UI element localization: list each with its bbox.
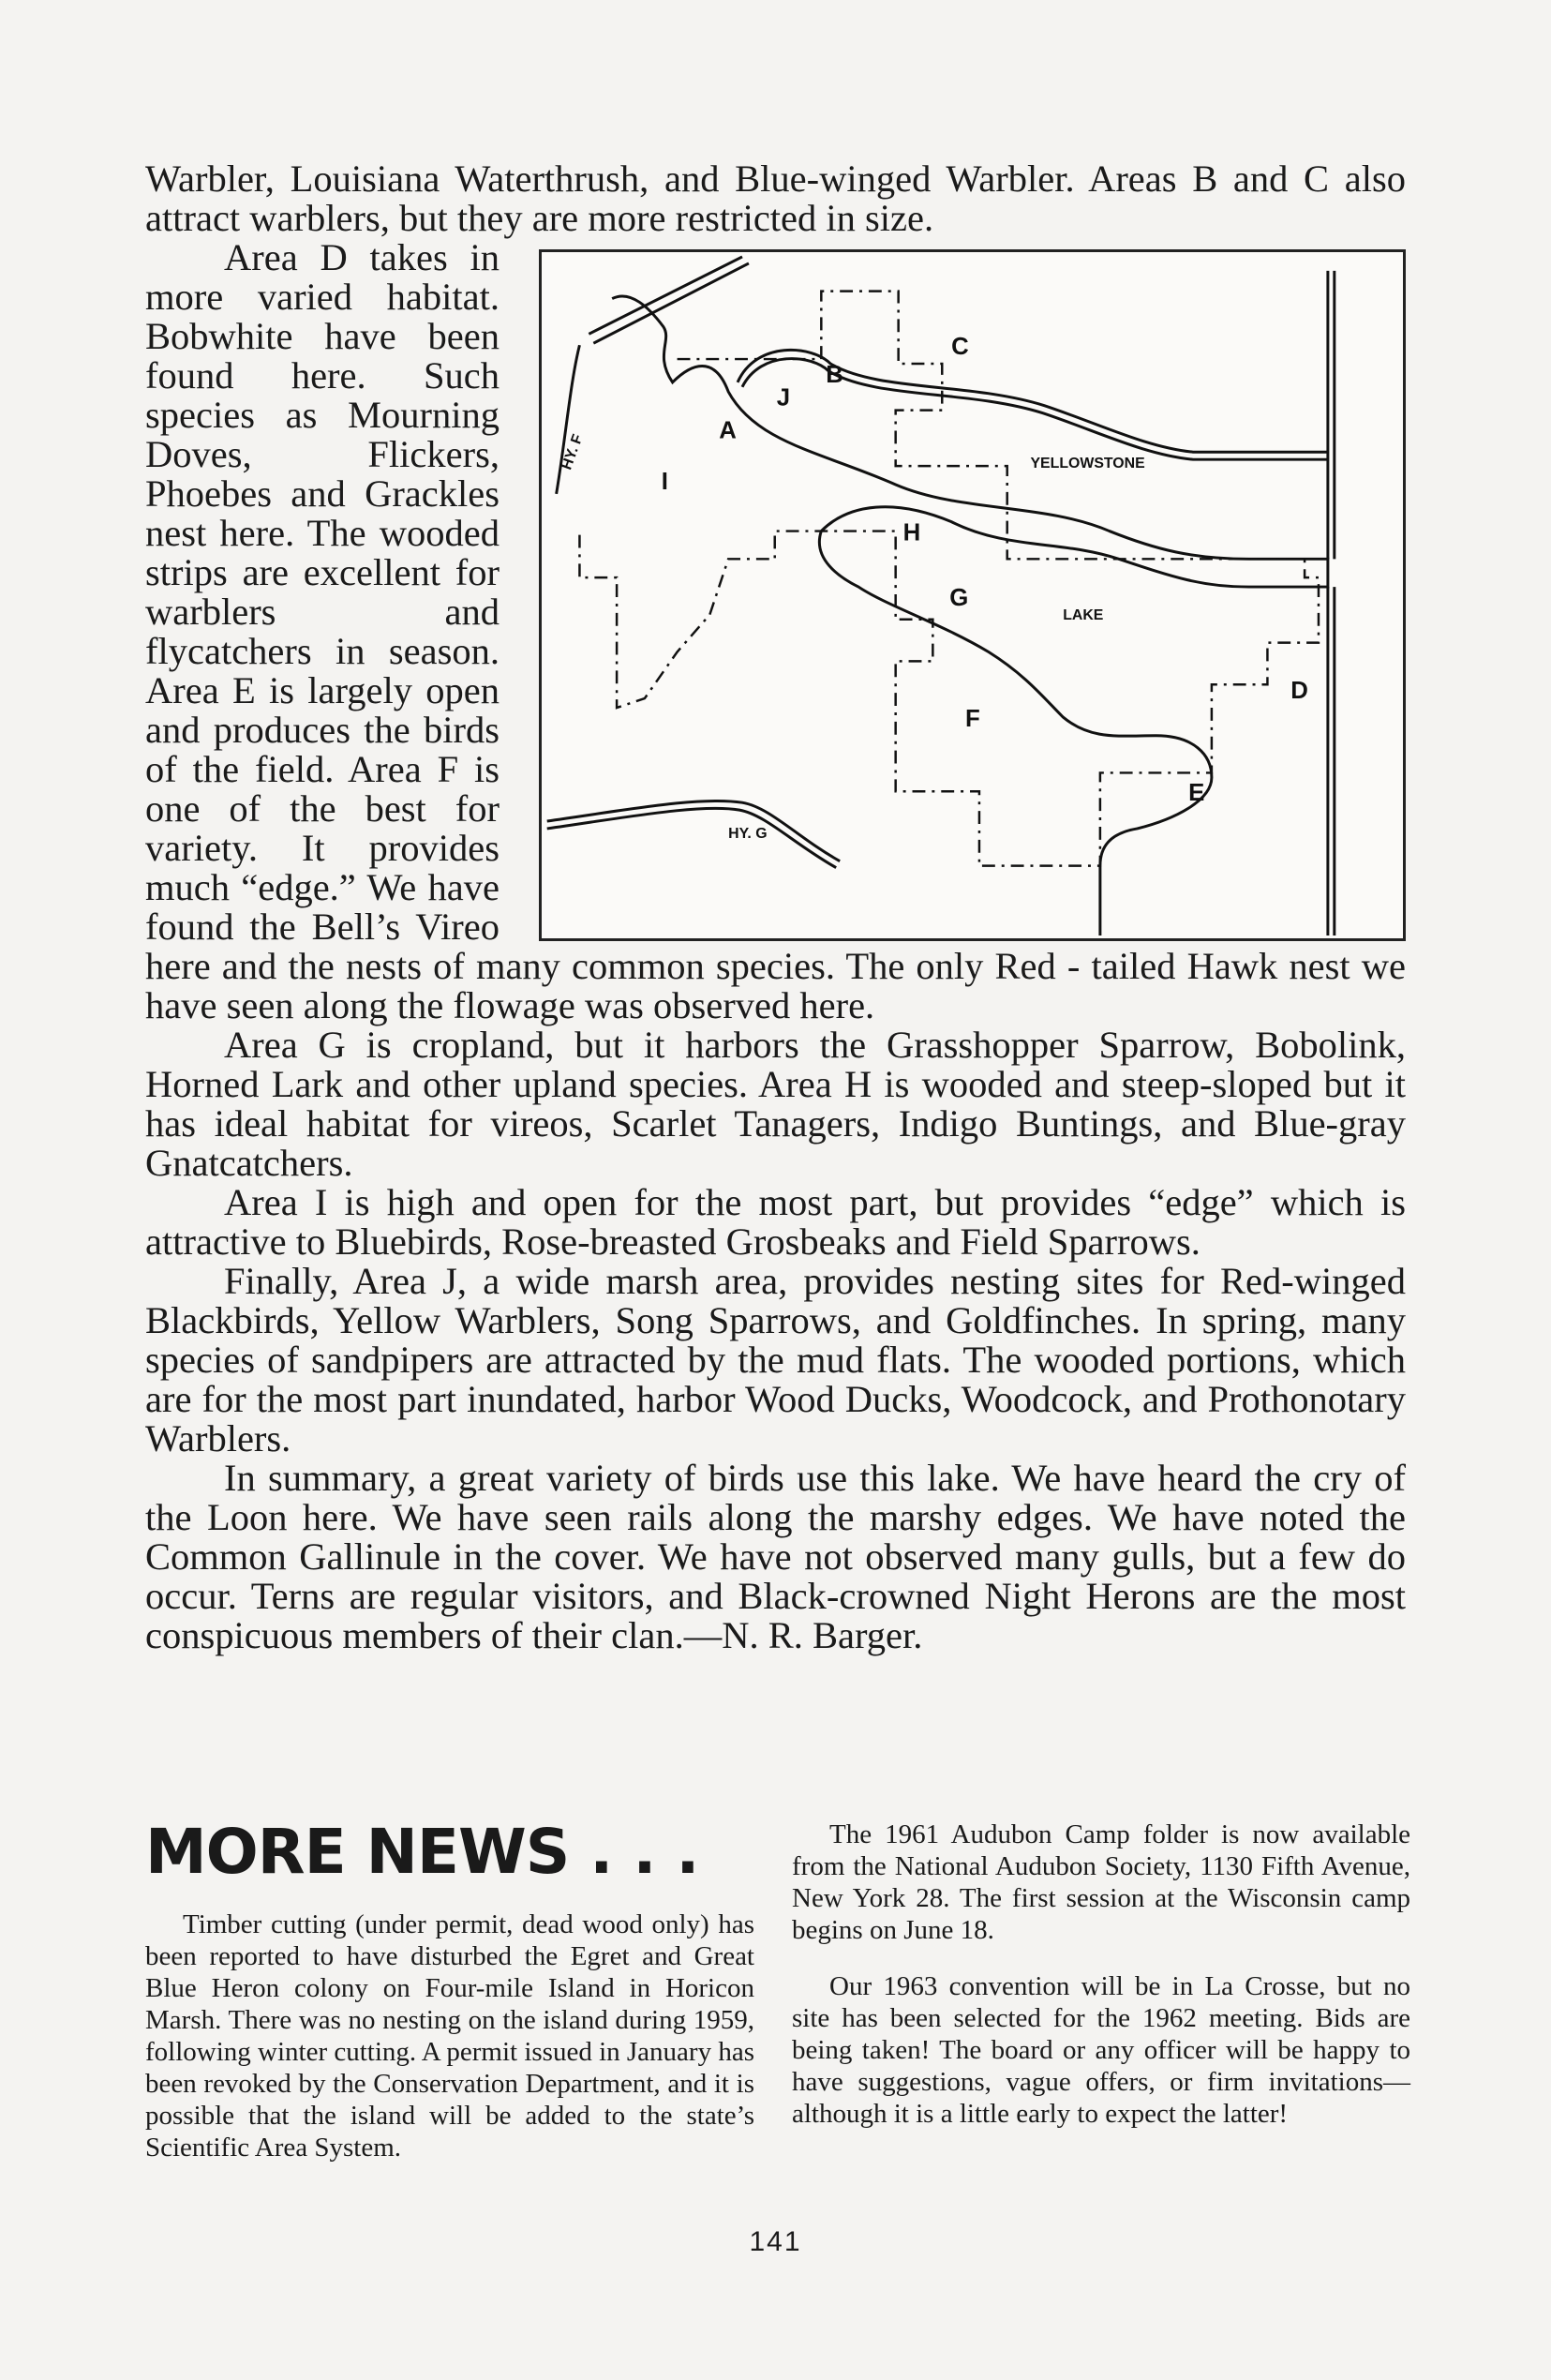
article-paragraph-2: Area D takes in more varied habitat. Bobwhite have been found here. Such species as Mourning Doves, Flickers, Phoebes and Grackles nest here. The wooded strips are excellent for warblers and flycatchers in season. Area E is largely open and produces the birds of the field. Area F is one of the best for variety. It provides much “edge.” We have found the Bell’s Vireo here and the nests of many common species. The only Red - tailed Hawk nest we have seen along the flowage was observed here. (145, 236, 1406, 1026)
news-item-audubon-camp: The 1961 Audubon Camp folder is now available from the National Audubon Society, 1130 Fifth Avenue, New York 28. The first session at the Wisconsin camp begins on June 18. (792, 1819, 1410, 1945)
area-map-figure (539, 249, 1406, 941)
article-paragraph-1: Warbler, Louisiana Waterthrush, and Blue-winged Warbler. Areas B and C also attract warblers, but they are more restricted in size. (145, 157, 1406, 239)
lake-label-2: LAKE (1063, 606, 1104, 623)
highway-f-road (589, 257, 742, 334)
news-heading: MORE NEWS . . . (145, 1816, 699, 1888)
property-boundary (579, 292, 1319, 866)
area-a-label: A (719, 417, 737, 444)
page-number: 141 (749, 2226, 802, 2257)
article-paragraph-6: In summary, a great variety of birds use this lake. We have heard the cry of the Loon here. We have seen rails along the marshy edges. We have noted the Common Gallinule in the cover. We have not observed many gulls, but a few do occur. Terns are regular visitors, and Black-crowned Night Herons are the most conspicuous members of their clan.—N. R. Barger. (145, 1457, 1406, 1656)
area-c-label: C (951, 334, 969, 361)
article-paragraph-4: Area I is high and open for the most part, but provides “edge” which is attractive to Bluebirds, Rose-breasted Grosbeaks and Field Sparrows. (145, 1181, 1406, 1263)
lake-label: YELLOWSTONE (1030, 456, 1145, 472)
area-f-label: F (965, 705, 980, 732)
news-left-column (145, 1816, 754, 2188)
area-e-label: E (1188, 780, 1205, 807)
highway-f-label: HY. F (559, 432, 587, 472)
news-right-column (792, 1819, 1410, 2154)
area-i-label: I (661, 468, 668, 495)
area-d-label: D (1290, 678, 1308, 705)
area-b-label: B (826, 361, 843, 388)
area-map (542, 252, 1403, 938)
news-item-timber: Timber cutting (under permit, dead wood only) has been reported to have disturbed the Egret and Great Blue Heron colony on Four-mile Island in Horicon Marsh. There was no nesting on the island during 1959, following winter cutting. A permit issued in January has been revoked by the Conservation Department, and it is possible that the island will be added to the state’s Scientific Area System. (145, 1909, 754, 2163)
article-paragraph-5: Finally, Area J, a wide marsh area, provides nesting sites for Red-winged Blackbirds, Yellow Warblers, Song Sparrows, and Goldfinches. In spring, many species of sandpipers are attracted by the mud flats. The wooded portions, which are for the most part inundated, harbor Wood Ducks, Woodcock, and Prothonotary Warblers. (145, 1260, 1406, 1459)
news-item-convention: Our 1963 convention will be in La Crosse, but no site has been selected for the 1962 meeting. Bids are being taken! The board or any officer will be happy to have suggestions, vague offers, or firm invitations—although it is a little early to expect the latter! (792, 1971, 1410, 2129)
area-j-label: J (776, 384, 791, 412)
article-body (145, 159, 1406, 1655)
highway-g-label: HY. G (728, 825, 768, 842)
area-g-label: G (949, 584, 969, 611)
area-h-label: H (902, 519, 921, 546)
article-paragraph-3: Area G is cropland, but it harbors the Grasshopper Sparrow, Bobolink, Horned Lark and other upland species. Area H is wooded and steep-sloped but it has ideal habitat for vireos, Scarlet Tanagers, Indigo Buntings, and Blue-gray Gnatcatchers. (145, 1024, 1406, 1184)
